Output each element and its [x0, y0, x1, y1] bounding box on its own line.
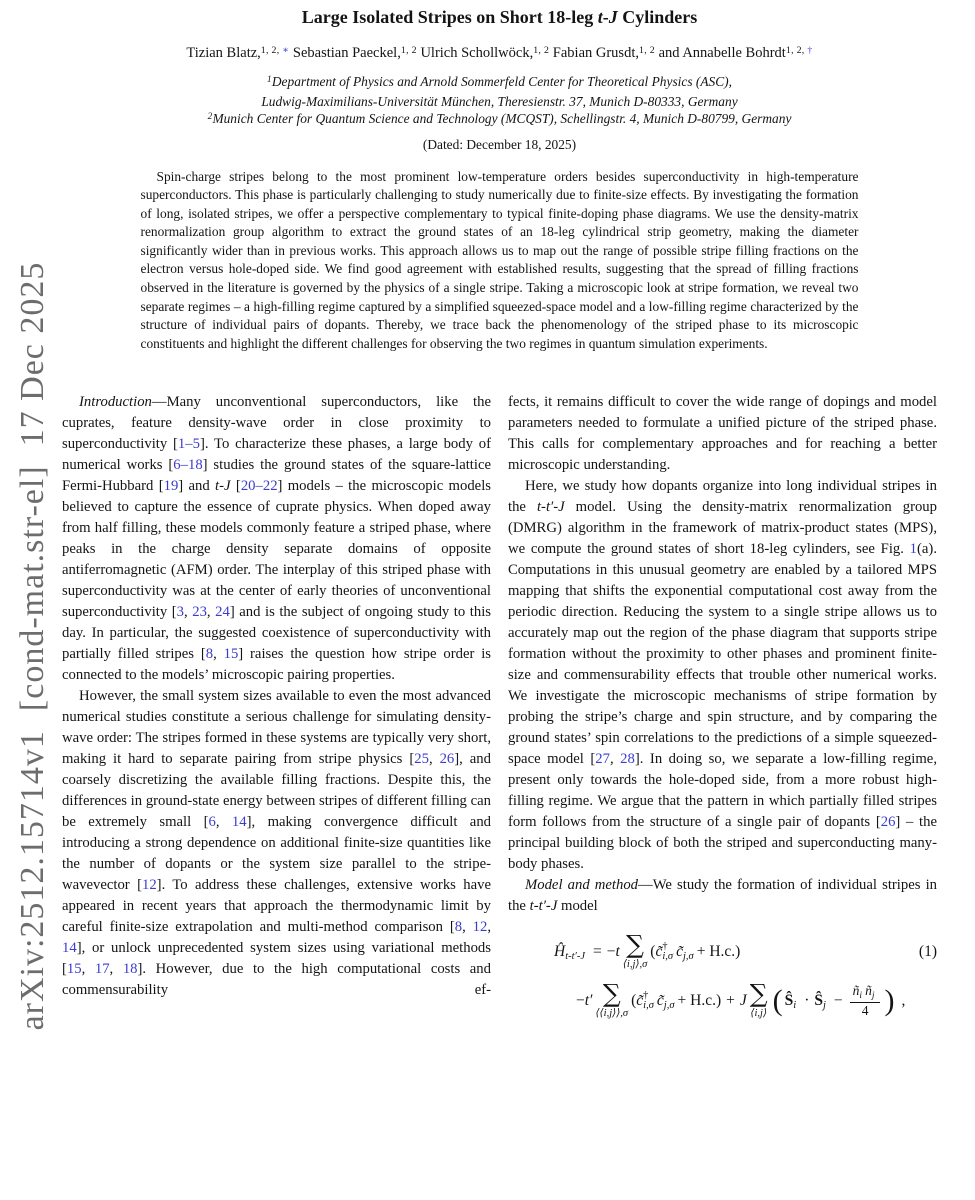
author-line [62, 44, 937, 64]
text-segment: ]. However, due to the high computational costs and commensurability ef- [62, 961, 491, 999]
text-segment: model [557, 898, 598, 915]
text-segment: Sebastian Paeckel, [289, 45, 401, 61]
eq-cdagger-scripts: † i,σ [662, 940, 674, 962]
citation-link[interactable]: 17 [94, 961, 110, 978]
citation-link[interactable]: 19 [163, 478, 179, 495]
equation-line-2 [508, 979, 937, 1020]
paper-content [62, 0, 937, 1019]
paragraph-introduction [62, 392, 491, 686]
citation-link[interactable]: ∗ [282, 44, 290, 56]
citation-link[interactable]: 8 [205, 646, 214, 663]
text-segment: Munich Center for Quantum Science and Technology (MCQST), Schellingstr. 4, Munich D-80799, Germany [212, 111, 792, 126]
eq-cdagger: c̃ [655, 943, 663, 961]
eq-hopping-tprime: t′ [584, 992, 593, 1010]
eq-big-close-paren: ) [884, 983, 895, 1017]
paper-date: (Dated: December 18, 2025) [422, 136, 577, 152]
citation-link[interactable]: 27 [595, 751, 610, 768]
eq-equals: = [593, 943, 602, 961]
text-segment: ]. To address these challenges, extensive works have appeared in recent years that approach the thermodynamic limit by careful finite-size extrapolation and multi-method comparison [ [62, 877, 492, 936]
eq-spin-S1: Ŝ [784, 992, 794, 1010]
citation-link[interactable]: 14 [62, 940, 77, 957]
eq-c: c̃ [676, 943, 683, 961]
text-segment: J [224, 478, 231, 495]
text-segment: ] raises the question how stripe order is connected to the models’ microscopic pairing properties. [62, 646, 492, 684]
text-segment: ] studies the ground states of the square-lattice Fermi-Hubbard [ [62, 457, 491, 495]
citation-link[interactable]: 23 [192, 604, 207, 621]
eq-c-2: c̃ [656, 992, 664, 1010]
citation-link[interactable]: 3 [176, 604, 185, 621]
citation-link[interactable]: 20–22 [240, 478, 278, 495]
text-segment: , [206, 604, 216, 621]
text-segment: t [215, 478, 220, 495]
citation-link[interactable]: 18 [122, 961, 138, 978]
paragraph-continuation [508, 392, 937, 476]
text-segment: , [109, 961, 123, 978]
text-segment: Here, we study how dopants organize into long individual stripes in the [508, 478, 937, 516]
eq-c-subscript: j,σ [682, 951, 694, 963]
citation-link[interactable]: 26 [439, 751, 455, 768]
text-segment: t′ [538, 898, 546, 915]
equation-number: (1) [918, 943, 937, 961]
text-segment: Model and method [525, 877, 639, 894]
text-segment: , [462, 919, 473, 936]
affiliations [62, 73, 937, 130]
text-segment: , [428, 751, 440, 768]
text-segment: J [550, 898, 558, 915]
eq-sum-spin [749, 979, 768, 1020]
equation-line-1 [508, 930, 937, 971]
eq-sum-nn-limits: ⟨i,j⟩,σ [622, 959, 648, 971]
eq-hc: + H.c. [696, 943, 736, 961]
citation-link[interactable]: 8 [454, 919, 463, 936]
text-segment: - [219, 478, 225, 495]
affiliation-1 [62, 73, 937, 93]
text-segment: Introduction [79, 394, 152, 411]
citation-link[interactable]: 15 [223, 646, 239, 663]
eq-sum-spin-limits: ⟨i,j⟩ [750, 1008, 768, 1020]
text-segment: ] and is the subject of ongoing study to this day. In particular, the suggested coexistence of superconductivity with partially filled stripes [ [62, 604, 491, 663]
eq-fraction-numerator: $ñ_i$ $ñ_j$ [850, 983, 881, 1003]
eq-plus-sign: + [726, 992, 735, 1010]
text-segment: [ [230, 478, 241, 495]
text-segment: - [545, 898, 551, 915]
text-segment: 1, 2, [785, 44, 808, 56]
eq-hamiltonian-symbol: Ĥ [554, 943, 566, 961]
eq-spin-S2: Ŝ [814, 992, 823, 1010]
citation-link[interactable]: 14 [231, 814, 247, 831]
eq-cdagger-scripts-2: † i,σ [643, 989, 654, 1011]
eq-minus-frac: − [833, 992, 843, 1010]
column-left [62, 392, 491, 1019]
eq-close-paren-2: ) [715, 992, 722, 1010]
eq-hamiltonian-subscript: t-t′-J [565, 951, 585, 963]
eq-fraction-denominator: 4 [861, 1003, 869, 1019]
body-columns [62, 392, 937, 1019]
text-segment: Ulrich Schollwöck, [416, 45, 534, 61]
text-segment: , [213, 646, 224, 663]
eq-sum-nn [622, 930, 648, 971]
text-segment: - [553, 499, 559, 516]
text-segment: Large Isolated Stripes on Short 18-leg [301, 7, 598, 27]
eq-spin-S2-sub: j [823, 1000, 826, 1012]
citation-link[interactable]: 12 [141, 877, 157, 894]
sigma-icon: ∑ [749, 979, 768, 1009]
text-segment: J [608, 7, 618, 27]
citation-link[interactable]: 6–18 [173, 457, 203, 474]
eq-cdagger-2: c̃ [636, 992, 644, 1010]
citation-link[interactable]: 6 [208, 814, 216, 831]
text-segment: Fabian Grusdt, [549, 45, 639, 61]
text-segment: 1, 2 [638, 44, 655, 56]
eq-close-paren: ) [735, 943, 741, 961]
text-segment: fects, it remains difficult to cover the wide range of dopings and model parameters needed to formulate a unified picture of the striped phase. This calls for complementary approaches and for reaching a better microscopic understanding. [508, 394, 937, 474]
text-segment: , [487, 919, 491, 936]
sigma-icon: ∑ [602, 979, 621, 1009]
text-segment: ]. To characterize these phases, a large body of numerical works [ [62, 436, 491, 474]
eq-exchange-J: J [739, 992, 747, 1010]
text-segment: ]. In doing so, we separate a low-filling regime, present only towards the hole-doped side, from a more robust high-filling regime. We argue that the pattern in which partially filled stripes form follows from the structure of a single pair of dopants [ [508, 751, 938, 831]
text-segment: 2 [207, 110, 213, 121]
text-segment: ] – the principal building block of both the striped and superconducting many-body phases. [508, 814, 937, 873]
equation-1 [508, 930, 937, 1020]
text-segment: 1 [267, 73, 272, 84]
text-segment: 1, 2 [533, 44, 550, 56]
eq-open-paren-2: ( [631, 992, 637, 1010]
text-segment: ], making convergence difficult and introducing a strong dependence on additional finite-size quantities like the number of dopants or the system size parallel to the stripe-wavevector [ [62, 814, 492, 894]
paragraph-challenges [62, 686, 491, 1001]
eq-density-fraction [850, 983, 881, 1018]
text-segment: , [81, 961, 95, 978]
text-segment: - [541, 499, 546, 516]
text-segment: However, the small system sizes available to even the most advanced numerical studies constitute a serious challenge for simulating density-wave order: The stripes formed in these systems are typically very short, making it hard to separate pairing from stripe physics [ [62, 688, 491, 768]
citation-link[interactable]: 25 [414, 751, 429, 768]
text-segment: and Annabelle Bohrdt [654, 45, 786, 61]
text-segment: , [609, 751, 621, 768]
column-right [508, 392, 937, 1019]
citation-link[interactable]: 26 [880, 814, 896, 831]
sigma-icon: ∑ [626, 930, 644, 960]
citation-link[interactable]: 1–5 [177, 436, 200, 453]
eq-minus-sign-2: − [576, 992, 585, 1010]
eq-trailing-comma: , [901, 992, 906, 1010]
text-segment: ] models – the microscopic models believed to capture the essence of cuprate physics. When doped away from half filling, these models commonly feature a striped phase, where peaks in the charge density separate domains of opposite antiferromagnetic (AFM) order. The interplay of this striped phase with superconductivity was at the center of early theories of unconventional superconductivity [ [62, 478, 491, 621]
eq-spin-S1-sub: i [793, 1000, 797, 1012]
text-segment: model. Using the density-matrix renormalization group (DMRG) algorithm in the framework of matrix-product states (MPS), we compute the ground states of short 18-leg cylinders, see Fig. [508, 499, 937, 558]
text-segment: - [533, 898, 539, 915]
text-segment: (a). Computations in this unusual geometry are enabled by a tailored MPS mapping that shifts the exponential computational cost away from the periodic direction. Reducing the system to a single stripe allows us to accurately map out the region of the phase diagram that supports stripe formation without the proximity to other phases and prominent finite-size and commensurability effects that trouble other numerical works. We investigate the microscopic mechanisms of stripe formation by probing the stripe’s charge and spin structure, and by comparing the ground states’ spin correlations to the predictions of a simple squeezed-space model [ [508, 541, 937, 768]
eq-dot-product: · [804, 992, 810, 1010]
text-segment: t [529, 898, 534, 915]
paragraph-model-and-method [508, 875, 937, 917]
text-segment: - [602, 7, 609, 27]
arxiv-watermark: arXiv:2512.15714v1 [cond-mat.str-el] 17 Dec 2025 [14, 261, 51, 1031]
paper-title [62, 5, 937, 29]
text-segment: —We study the formation of individual stripes in the [508, 877, 937, 915]
abstract: Spin-charge stripes belong to the most prominent low-temperature orders besides superconductivity in high-temperature superconductors. This phase is particularly challenging to study numerically due to finite-size effects. By investigating the formation of long, isolated stripes, we offer a perspective complementary to typical finite-doping phase diagrams. We use the density-matrix renormalization group algorithm to extract the ground states of an 18-leg cylindrical strip geometry, making the diameter significantly wider than in previous works. This approach allows us to map out the range of possible stripe filling fractions on the electron versus hole-doped side. We find good agreement with established results, suggesting that the spread of filling fractions observed in the literature is governed by the physics of a single stripe. Taking a microscopic look at stripe formation, we reveal two separate regimes – a high-filling regime captured by a simplified squeezed-space model and a low-filling regime characterized by the structure of individual pairs of dopants. Thereby, we trace back the phenomenology of the striped phase to its microscopic constituents and highlight the different challenges for observing the two regimes in quantum simulation experiments. [140, 168, 859, 351]
affiliation-1b [62, 93, 937, 111]
text-segment: —Many unconventional superconductors, like the cuprates, feature density-wave order in close proximity to superconductivity [ [62, 394, 491, 453]
text-segment: 1, 2, [260, 44, 283, 56]
text-segment: , [215, 814, 232, 831]
text-segment: , [184, 604, 193, 621]
text-segment: Department of Physics and Arnold Sommerfeld Center for Theoretical Physics (ASC), [271, 74, 732, 89]
text-segment: J [558, 499, 565, 516]
text-segment: t′ [545, 499, 554, 516]
citation-link[interactable]: 28 [620, 751, 635, 768]
citation-link[interactable]: 15 [66, 961, 82, 978]
eq-c-subscript-2: j,σ [663, 1000, 675, 1012]
eq-minus-sign: − [606, 943, 616, 961]
text-segment: Cylinders [617, 7, 698, 27]
eq-hopping-t: t [615, 943, 620, 961]
citation-link[interactable]: † [807, 44, 813, 56]
text-segment: t [536, 499, 542, 516]
affiliation-2 [62, 110, 937, 130]
text-segment: Tizian Blatz, [186, 45, 261, 61]
eq-sum-nnn [595, 979, 629, 1020]
text-segment: ], or unlock unprecedented system sizes using variational methods [ [62, 940, 491, 978]
citation-link[interactable]: 24 [215, 604, 230, 621]
text-segment: t [597, 7, 603, 27]
eq-open-paren: ( [650, 943, 656, 961]
citation-link[interactable]: 1 [909, 541, 918, 558]
text-segment: 1, 2 [400, 44, 417, 56]
paragraph-here-we-study [508, 476, 937, 875]
text-segment: Ludwig-Maximilians-Universität München, Theresienstr. 37, Munich D-80333, Germany [261, 93, 738, 109]
eq-sum-nnn-limits: ⟨⟨i,j⟩⟩,σ [595, 1008, 629, 1020]
text-segment: ] and [178, 478, 216, 495]
eq-big-open-paren: ( [772, 983, 783, 1017]
eq-hc-2: + H.c. [677, 992, 716, 1010]
text-segment: ], and coarsely discretizing the available filling fractions. Despite this, the differences in ground-state energy between stripes of different filling can be extremely small [ [62, 751, 491, 831]
citation-link[interactable]: 12 [472, 919, 488, 936]
